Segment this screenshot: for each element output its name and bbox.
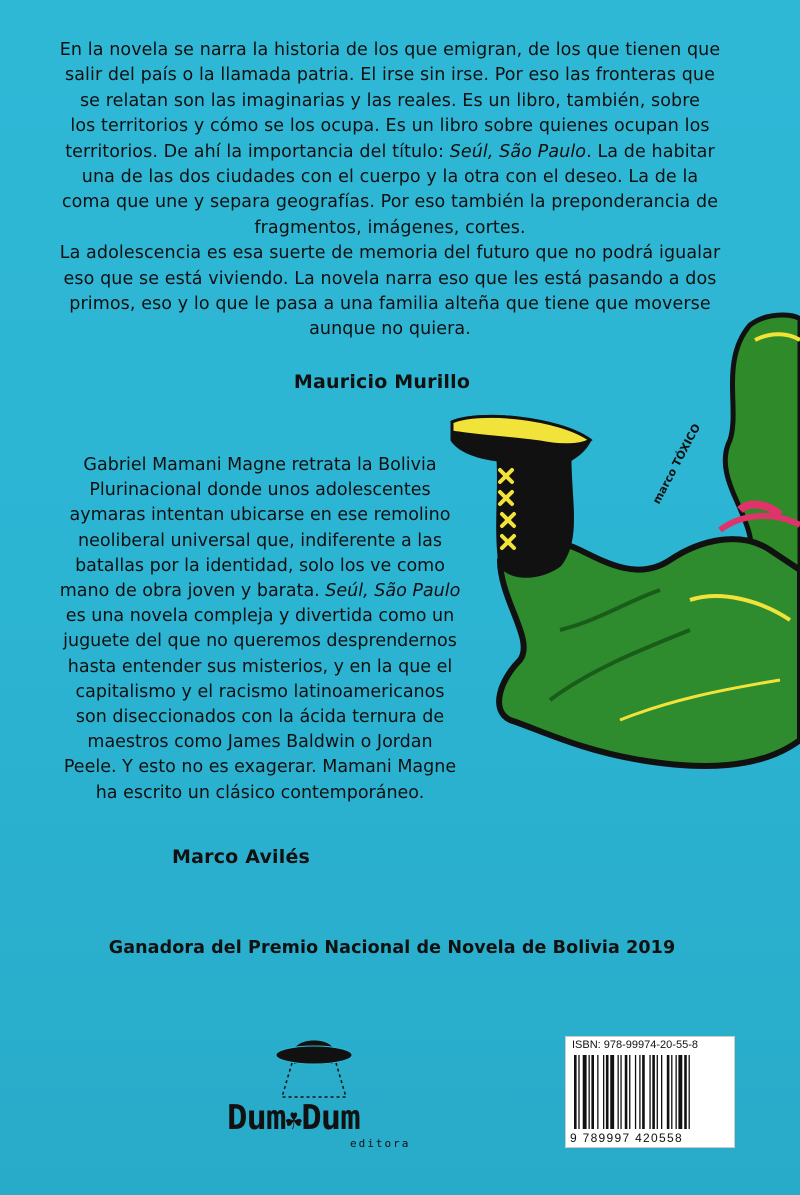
barcode-bar [597,1055,598,1129]
publisher-subtitle: editora [350,1137,411,1150]
barcode-bar [667,1055,670,1129]
leg-boot-illustration [440,300,800,780]
barcode-bar [578,1055,579,1129]
barcode-bar [591,1055,594,1129]
book-title-italic: Seúl, São Paulo [325,581,461,602]
barcode-bar [620,1055,621,1129]
award-line: Ganadora del Premio Nacional de Novela de Bolivia 2019 [108,938,676,958]
barcode-bar [642,1055,645,1129]
barcode-bar [652,1055,655,1129]
blurb-mauricio-murillo [40,38,740,343]
author-mauricio-murillo: Mauricio Murillo [293,371,471,393]
barcode-bar [574,1055,577,1129]
isbn-label: ISBN: 978-99974-20-55-8 [572,1039,698,1051]
blurb-paragraph-2: La adolescencia es esa suerte de memoria del futuro que no podrá igualar eso que se está viviendo. La novela narra eso que les está pasando a dos primos, eso y lo que le pasa a una familia alteña que tiene que moverse aunque no quiera. [59,243,721,340]
book-title-italic: Seúl, São Paulo [449,141,587,162]
barcode-digits: 9 789997 420558 [570,1131,683,1145]
barcode-bar [583,1055,587,1129]
publisher-logo-wordmark: Dum☘Dum [227,1098,360,1138]
barcode-bar [661,1055,662,1129]
blurb-marco-aviles: Gabriel Mamani Magne retrata la Bolivia Plurinacional donde unos adolescentes aymaras intentan ubicarse en ese remolino neoliberal universal que, indiferente a las batallas por la identidad, solo los ve como mano de obra joven y barata. Seúl, São Paulo es una novela compleja y divertida como un juguete del que no queremos desprendernos hasta entender sus misterios, y en la que el capitalismo y el racismo latinoamericanos son diseccionados con la ácida ternura de maestros como James Baldwin o Jordan Peele. Y esto no es exagerar. Mamani Magne ha escrito un clásico contemporáneo. [59,455,461,803]
barcode-bar [678,1055,682,1129]
barcode-bar [649,1055,650,1129]
barcode-bar [635,1055,636,1129]
barcode-bar [689,1055,690,1129]
artist-signature: marco TÓXICO [650,421,704,507]
barcode-bar [639,1055,640,1129]
blurb-paragraph-1: En la novela se narra la historia de los que emigran, de los que tienen que salir del país o la llamada patria. El irse sin irse. Por eso las fronteras que se relatan son las imaginarias y las reales. Es un libro, también, sobre los territorios y cómo se los ocupa. Es un libro sobre quienes ocupan los territorios. De ahí la importancia del título: Seúl, São Paulo. La de habitar una de las dos ciudades con el cuerpo y la otra con el deseo. La de la coma que une y separa geografías. Por eso también la preponderancia de fragmentos, imágenes, cortes. [59,40,721,238]
tree-icon: ☘ [285,1103,302,1136]
barcode-bar [610,1055,614,1129]
barcode-bar [618,1055,619,1129]
barcode-bar [625,1055,628,1129]
barcode-bar [629,1055,630,1129]
barcode-bar [657,1055,658,1129]
author-marco-aviles: Marco Avilés [172,846,311,868]
barcode-bar [606,1055,609,1129]
isbn-barcode [565,1036,735,1148]
barcode-bar [684,1055,687,1129]
barcode-bar [676,1055,677,1129]
barcode-bar [603,1055,604,1129]
barcode-bars [572,1055,728,1131]
barcode-bar [589,1055,590,1129]
barcode-bar [671,1055,672,1129]
